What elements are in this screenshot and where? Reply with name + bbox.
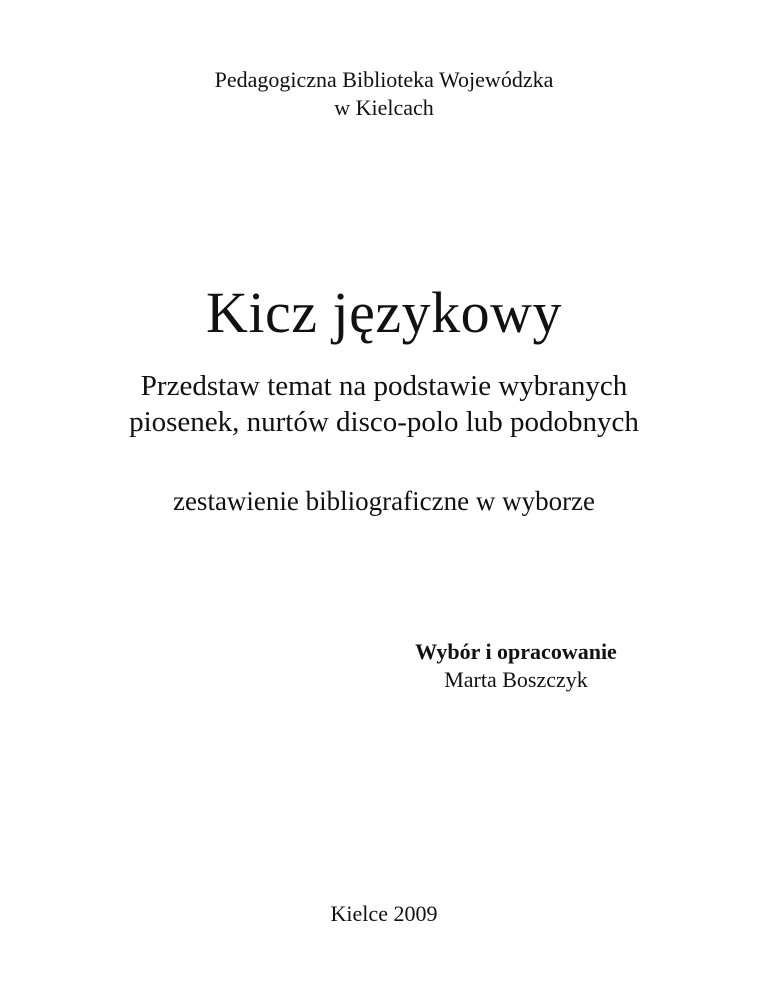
credits-role: Wybór i opracowanie	[415, 639, 617, 664]
subtitle-line-1: Przedstaw temat na podstawie wybranych	[140, 370, 628, 402]
credits-author: Marta Boszczyk	[444, 667, 588, 692]
subtitle-line-2: piosenek, nurtów disco-polo lub podobnych	[129, 406, 639, 438]
institution-name: Pedagogiczna Biblioteka Wojewódzka	[214, 67, 554, 92]
institution-header	[0, 66, 768, 122]
institution-location: w Kielcach	[334, 95, 434, 120]
place-and-date: Kielce 2009	[330, 901, 438, 926]
document-title: Kicz językowy	[206, 280, 562, 345]
document-subtitle	[0, 368, 768, 440]
credits-block	[388, 638, 644, 694]
bibliography-type: zestawienie bibliograficzne w wyborze	[172, 486, 596, 516]
